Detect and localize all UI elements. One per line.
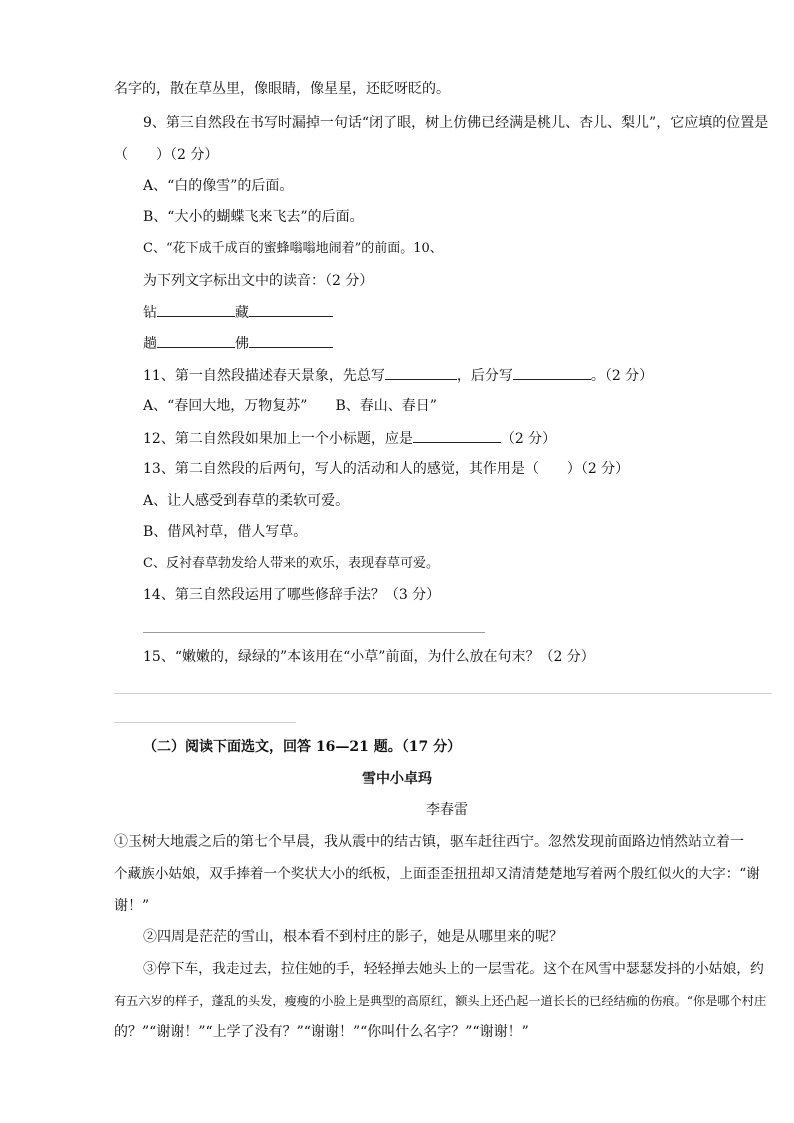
- q12-stem: [143, 428, 556, 449]
- q9-option-a: A、“白的像雪”的后面。: [143, 178, 294, 194]
- q10-blank-4[interactable]: [249, 333, 333, 348]
- q10-row1: [143, 302, 333, 323]
- q10-blank-1[interactable]: [157, 302, 235, 317]
- q11-blank-2[interactable]: [513, 365, 591, 380]
- paragraph-3-line-1: ③停下车，我走过去，拉住她的手，轻轻掸去她头上的一层雪花。这个在风雪中瑟瑟发抖的小姑娘，约: [143, 961, 764, 977]
- q11-stem: [143, 365, 653, 386]
- q9-option-b: B、“大小的蝴蝶飞来飞去”的后面。: [143, 209, 364, 225]
- paragraph-3-line-2: 有五六岁的样子，蓬乱的头发，瘦瘦的小脸上是典型的高原红，额头上还凸起一道长长的已经结痂的伤痕。“你是哪个村庄: [114, 994, 767, 1008]
- q14-answer-line[interactable]: [143, 632, 485, 633]
- q10-row2: [143, 333, 333, 354]
- q11-stem-a: 11、第一自然段描述春天景象，先总写: [143, 368, 385, 384]
- q15-answer-line-2[interactable]: [114, 722, 296, 723]
- q12-stem-a: 12、第二自然段如果加上一个小标题，应是: [143, 431, 413, 447]
- q13-option-a: A、让人感受到春草的柔软可爱。: [143, 493, 350, 509]
- q11-option-b: B、春山、春日”: [335, 398, 437, 414]
- q13-option-b: B、借风衬草，借人写草。: [143, 524, 308, 540]
- q9-stem-line1: 9、第三自然段在书写时漏掉一句话“闭了眼，树上仿佛已经满是桃儿、杏儿、梨儿”，它应填的位置是: [143, 115, 769, 131]
- paragraph-3-line-3: 的？”“谢谢！”“上学了没有？”“谢谢！”“你叫什么名字？”“谢谢！”: [114, 1024, 529, 1040]
- q11-stem-b: ，后分写: [456, 368, 513, 384]
- q9-option-c: C、“花下成千成百的蜜蜂嗡嗡地闹着”的前面。10、: [143, 241, 443, 256]
- q15-stem: 15、“嫩嫩的，绿绿的”本该用在“小草”前面，为什么放在句末？（2 分）: [143, 649, 595, 665]
- q10-blank-3[interactable]: [157, 333, 235, 348]
- paragraph-2: ②四周是茫茫的雪山，根本看不到村庄的影子，她是从哪里来的呢？: [143, 929, 563, 945]
- q10-char-1: 钻: [143, 305, 157, 321]
- q11-blank-1[interactable]: [385, 365, 457, 380]
- paragraph-1-line-2: 个藏族小姑娘，双手捧着一个奖状大小的纸板，上面歪歪扭扭却又清清楚楚地写着两个殷红似火的大字：“谢: [114, 866, 760, 882]
- q11-option-a: A、“春回大地，万物复苏”: [143, 398, 308, 414]
- q10-char-2: 藏: [235, 305, 249, 321]
- article-author: 李春雷: [426, 802, 468, 818]
- q10-blank-2[interactable]: [249, 302, 333, 317]
- q9-stem-line2: （ ）（2 分）: [114, 147, 219, 163]
- q11-stem-c: 。（2 分）: [590, 368, 654, 384]
- article-title: 雪中小卓玛: [362, 771, 432, 787]
- q10-char-3: 趟: [143, 336, 157, 352]
- q10-char-4: 佛: [235, 336, 249, 352]
- paragraph-1-line-3: 谢！”: [114, 898, 150, 914]
- q14-stem: 14、第三自然段运用了哪些修辞手法？（3 分）: [143, 587, 441, 603]
- q12-stem-b: （2 分）: [500, 431, 557, 447]
- top-text: 名字的，散在草丛里，像眼睛，像星星，还眨呀眨的。: [114, 81, 450, 97]
- q12-blank[interactable]: [413, 428, 501, 443]
- q15-answer-line-1[interactable]: [114, 693, 772, 694]
- section2-heading: （二）阅读下面选文，回答 16—21 题。（17 分）: [143, 739, 462, 755]
- paragraph-1-line-1: ①玉树大地震之后的第七个早晨，我从震中的结古镇，驱车赶往西宁。忽然发现前面路边悄然站立着一: [114, 834, 744, 850]
- q13-option-c: C、反衬春草勃发给人带来的欢乐，表现春草可爱。: [143, 556, 439, 571]
- q11-options: [143, 396, 437, 416]
- q13-stem: 13、第二自然段的后两句，写人的活动和人的感觉，其作用是（ ）（2 分）: [143, 461, 630, 477]
- q10-stem: 为下列文字标出文中的读音：（2 分）: [143, 273, 374, 289]
